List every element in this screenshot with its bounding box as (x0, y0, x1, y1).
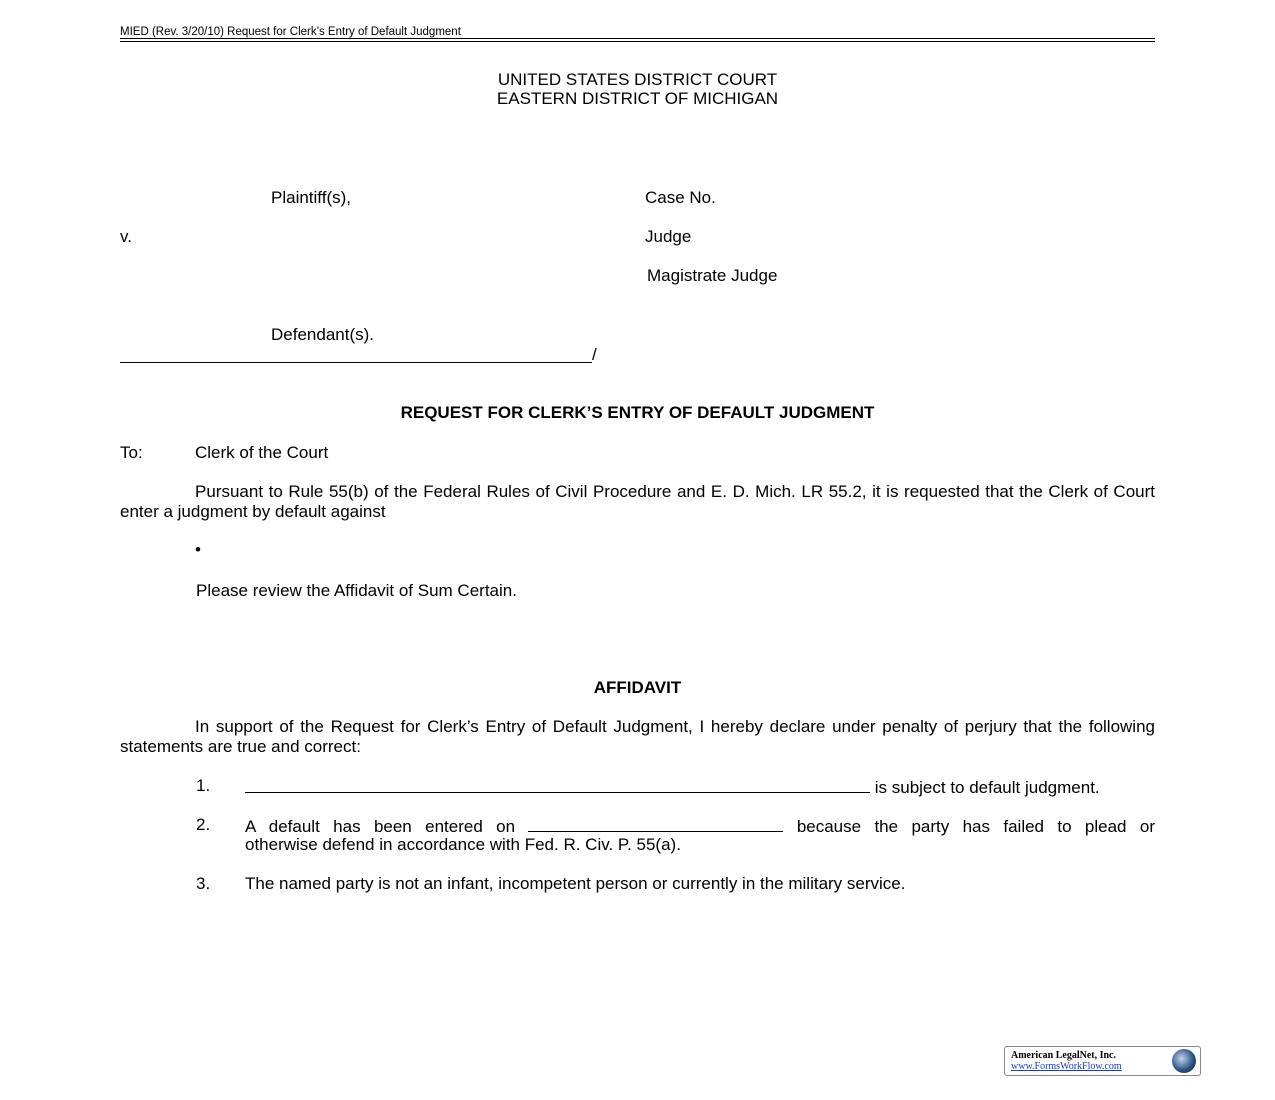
item-2-number: 2. (196, 815, 211, 834)
logo-company-name: American LegalNet, Inc. (1011, 1050, 1116, 1061)
affidavit-intro: In support of the Request for Clerk’s Entry of Default Judgment, I hereby declare under penalty of perjury that the following statements are true and correct: (120, 717, 1155, 756)
affidavit-title: AFFIDAVIT (593, 678, 682, 697)
defendant-bullet: • (195, 540, 201, 559)
item-3-number: 3. (196, 874, 211, 893)
caption-slash: / (592, 345, 597, 364)
item-3-text: The named party is not an infant, incompetent person or currently in the military service. (245, 874, 906, 893)
item-1-number: 1. (196, 776, 211, 795)
item-1-text: is subject to default judgment. (874, 778, 1100, 797)
default-date-blank[interactable] (528, 815, 783, 832)
court-name: UNITED STATES DISTRICT COURT (497, 70, 778, 89)
court-district: EASTERN DISTRICT OF MICHIGAN (496, 89, 779, 108)
header-rule (120, 38, 1155, 39)
to-value: Clerk of the Court (195, 443, 329, 462)
magistrate-judge-label: Magistrate Judge (647, 266, 778, 285)
defendant-label: Defendant(s). (271, 325, 374, 344)
item-1 (245, 776, 1100, 798)
plaintiff-label: Plaintiff(s), (271, 188, 351, 207)
request-paragraph: Pursuant to Rule 55(b) of the Federal Rules of Civil Procedure and E. D. Mich. LR 55.2, it is requested that the Clerk of Court enter a judgment by default against (120, 482, 1155, 521)
judge-label: Judge (645, 227, 692, 246)
versus-label: v. (120, 227, 132, 246)
american-legalnet-logo[interactable] (1004, 1046, 1201, 1076)
to-label: To: (120, 443, 143, 462)
globe-icon (1172, 1049, 1196, 1073)
document-title: REQUEST FOR CLERK’S ENTRY OF DEFAULT JUDGMENT (400, 403, 875, 422)
logo-url-link[interactable]: www.FormsWorkFlow.com (1011, 1061, 1122, 1072)
form-id-header: MIED (Rev. 3/20/10) Request for Clerk’s Entry of Default Judgment (120, 26, 461, 38)
item-2-line2: otherwise defend in accordance with Fed. R. Civ. P. 55(a). (245, 835, 681, 854)
review-note: Please review the Affidavit of Sum Certain. (196, 581, 517, 600)
item-2 (245, 815, 1155, 837)
caption-line (120, 362, 592, 363)
item-2-text-after: because the party has failed to plead or (796, 817, 1155, 836)
item-2-text-before: A default has been entered on (245, 817, 516, 836)
party-name-blank[interactable] (245, 776, 870, 793)
header-rule-2 (120, 41, 1155, 42)
case-no-label: Case No. (645, 188, 716, 207)
